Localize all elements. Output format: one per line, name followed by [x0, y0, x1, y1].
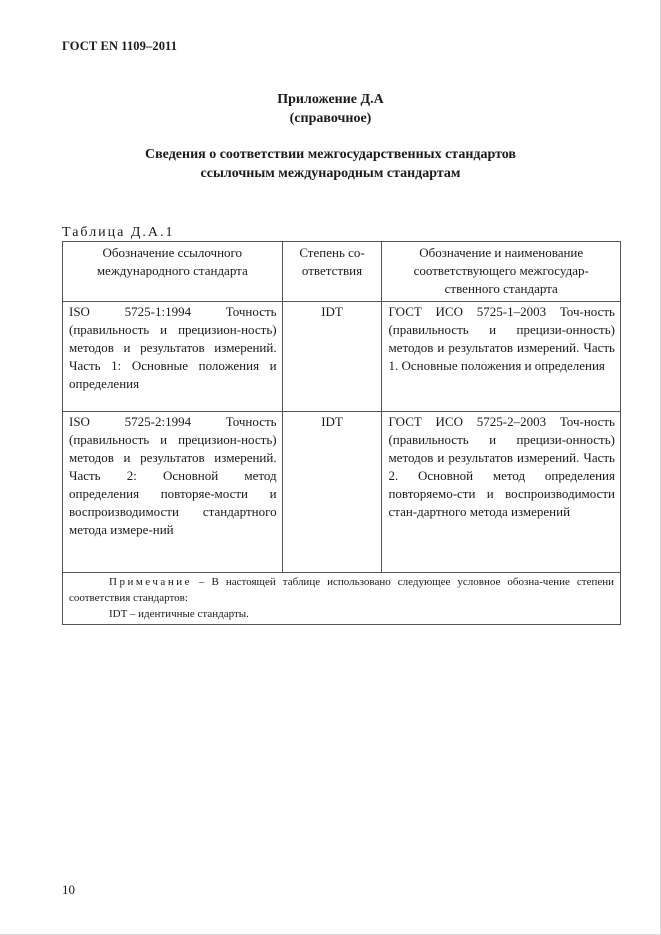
page-number: 10 — [62, 882, 75, 897]
cell-interstate-standard: ГОСТ ИСО 5725-1–2003 Точ-ность (правильность и прецизи-онность) методов и результатов измерений. Часть 1. Основные положения и определения — [382, 302, 621, 412]
header-interstate-standard: Обозначение и наименование соответствующего межгосудар-ственного стандарта — [382, 242, 621, 302]
table-row — [63, 302, 621, 412]
note-text — [69, 574, 614, 606]
table-header-row — [63, 242, 621, 302]
document-code: ГОСТ EN 1109–2011 — [62, 39, 178, 53]
appendix-heading — [0, 145, 661, 183]
table-row — [63, 412, 621, 573]
appendix-heading-line1: Сведения о соответствии межгосударственных стандартов — [145, 147, 516, 162]
note-abbreviation: IDT – идентичные стандарты. — [109, 608, 249, 620]
appendix-title — [0, 90, 661, 128]
cell-degree: IDT — [282, 302, 382, 412]
cell-international-standard: ISO 5725-1:1994 Точность (правильность и прецизион-ность) методов и результатов измерений. Часть 1: Основные положения и определения — [63, 302, 283, 412]
appendix-title-line2: (справочное) — [289, 111, 372, 126]
note-label: Примечание — [109, 576, 192, 588]
note-body: – В настоящей таблице использовано следующее условное обозна-чение степени соответствия стандартов: — [69, 576, 614, 604]
table-note-row — [63, 573, 621, 625]
table-note — [63, 573, 621, 625]
cell-interstate-standard: ГОСТ ИСО 5725-2–2003 Точ-ность (правильность и прецизи-онность) методов и результатов измерений. Часть 2. Основной метод определения повторяемо-сти и воспроизводимости стан-дартного метода измерений — [382, 412, 621, 573]
appendix-title-line1: Приложение Д.А — [277, 92, 384, 107]
cell-international-standard: ISO 5725-2:1994 Точность (правильность и прецизион-ность) методов и результатов измерений. Часть 2: Основной метод определения повторяе-мости и воспроизводимости стандартного метода измере-ний — [63, 412, 283, 573]
appendix-heading-line2: ссылочным международным стандартам — [200, 166, 461, 181]
header-international-standard: Обозначение ссылочного международного стандарта — [63, 242, 283, 302]
standards-correspondence-table — [62, 241, 621, 625]
table-caption: Таблица Д.А.1 — [62, 225, 175, 240]
cell-degree: IDT — [282, 412, 382, 573]
header-degree-of-correspondence: Степень со-ответствия — [282, 242, 382, 302]
